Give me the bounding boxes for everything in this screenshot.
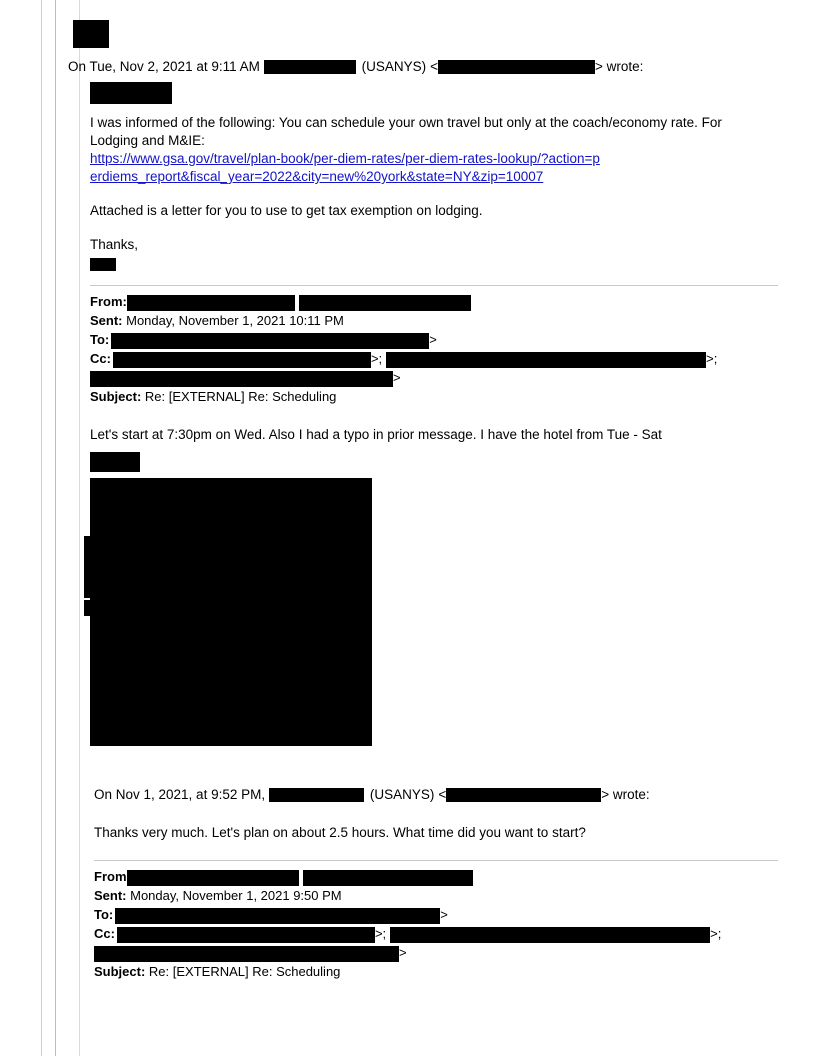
quoted-header-line-1 <box>68 58 778 76</box>
quoted-header-2-prefix: On Nov 1, 2021, at 9:52 PM, <box>94 787 269 802</box>
forward-1-sent-row <box>90 311 778 330</box>
cc-sep-1c: > <box>393 370 401 385</box>
redacted-inline-image <box>90 478 372 746</box>
redaction-from-2a <box>127 870 299 886</box>
redaction-cc-2c <box>94 946 399 962</box>
redaction-signature-name-1 <box>90 82 172 104</box>
cc-sep-1b: >; <box>706 351 718 366</box>
forward-2-cc-row <box>94 924 778 943</box>
redaction-from-1a <box>127 295 295 311</box>
document-content <box>68 20 778 981</box>
redaction-cc-1c <box>90 371 393 387</box>
cc-sep-2c: > <box>399 945 407 960</box>
message-1-paragraph-3: Thanks, <box>90 237 139 252</box>
forward-1-to-row <box>90 330 778 349</box>
forward-2-subject-row <box>94 962 778 981</box>
sent-value-2: Monday, November 1, 2021 9:50 PM <box>130 888 342 903</box>
cc-sep-2b: >; <box>710 926 722 941</box>
forward-1-subject-row <box>90 387 778 406</box>
redaction-sender-2 <box>269 788 364 802</box>
redaction-from-2b <box>303 870 473 886</box>
message-1-body <box>90 82 778 981</box>
message-2-body: Let's start at 7:30pm on Wed. Also I had a typo in prior message. I have the hotel from Tue - Sat <box>90 427 662 442</box>
redaction-closing-1 <box>90 258 116 271</box>
sent-value-1: Monday, November 1, 2021 10:11 PM <box>126 313 344 328</box>
cc-label-2: Cc: <box>94 926 115 941</box>
redacted-image-nub-1 <box>84 536 90 598</box>
header-separator-1 <box>90 285 778 286</box>
quoted-header-prefix: On Tue, Nov 2, 2021 at 9:11 AM <box>68 59 264 74</box>
redaction-cc-1a <box>113 352 371 368</box>
quoted-header-2-angle-close: > wrote: <box>601 787 650 802</box>
to-label-2: To: <box>94 907 114 922</box>
redaction-cc-2b <box>390 927 710 943</box>
redaction-email-1 <box>438 60 595 74</box>
redaction-cc-2a <box>117 927 375 943</box>
forward-2-sent-row <box>94 886 778 905</box>
forward-1-from-row <box>90 292 778 311</box>
sent-label-1: Sent: <box>90 313 123 328</box>
redaction-email-2 <box>446 788 601 802</box>
subject-value-2: Re: [EXTERNAL] Re: Scheduling <box>148 964 341 979</box>
cc-sep-2a: >; <box>374 926 387 941</box>
from-label-1: From: <box>90 294 127 309</box>
redaction-from-1b <box>299 295 471 311</box>
header-separator-2 <box>94 860 778 861</box>
message-1-paragraph-1: I was informed of the following: You can schedule your own travel but only at the coach/economy rate. For Lodging and M&IE: <box>90 115 722 148</box>
redaction-cc-1b <box>386 352 706 368</box>
top-redaction-block <box>73 20 109 48</box>
forward-1-cc-row <box>90 349 778 368</box>
to-suffix-2: > <box>440 907 448 922</box>
quoted-header-angle-open: < <box>430 59 439 74</box>
to-label-1: To: <box>90 332 110 347</box>
subject-value-1: Re: [EXTERNAL] Re: Scheduling <box>144 389 337 404</box>
from-label-2: From <box>94 869 127 884</box>
forward-1-cc-row-cont <box>90 368 778 387</box>
quoted-header-org: (USANYS) <box>361 59 427 74</box>
per-diem-rates-link[interactable]: https://www.gsa.gov/travel/plan-book/per-diem-rates/per-diem-rates-lookup/?action=perdiems_report&fiscal_year=2022&city=new%20york&state=NY&zip=10007 <box>90 151 600 184</box>
forward-2-cc-row-cont <box>94 943 778 962</box>
message-1-paragraph-2: Attached is a letter for you to use to get tax exemption on lodging. <box>90 203 483 218</box>
cc-sep-1a: >; <box>370 351 383 366</box>
redaction-to-2 <box>115 908 440 924</box>
sent-label-2: Sent: <box>94 888 127 903</box>
quoted-header-angle-close: > wrote: <box>595 59 644 74</box>
quoted-header-2-angle-open: < <box>438 787 447 802</box>
subject-label-1: Subject: <box>90 389 142 404</box>
subject-label-2: Subject: <box>94 964 146 979</box>
page-margin-rule-1 <box>41 0 42 1056</box>
redaction-signature-2 <box>90 452 140 472</box>
cc-label-1: Cc: <box>90 351 111 366</box>
page-margin-rule-2 <box>55 0 56 1056</box>
redaction-sender-1 <box>264 60 356 74</box>
per-diem-link-wrap <box>90 150 600 186</box>
quoted-header-2-org: (USANYS) <box>369 787 435 802</box>
forward-2-from-row <box>94 867 778 886</box>
quoted-header-line-2 <box>94 786 778 804</box>
redacted-image-nub-2 <box>84 600 90 616</box>
forward-2-to-row <box>94 905 778 924</box>
message-3-body: Thanks very much. Let's plan on about 2.5 hours. What time did you want to start? <box>94 825 586 840</box>
to-suffix-1: > <box>429 332 437 347</box>
redaction-to-1 <box>111 333 429 349</box>
